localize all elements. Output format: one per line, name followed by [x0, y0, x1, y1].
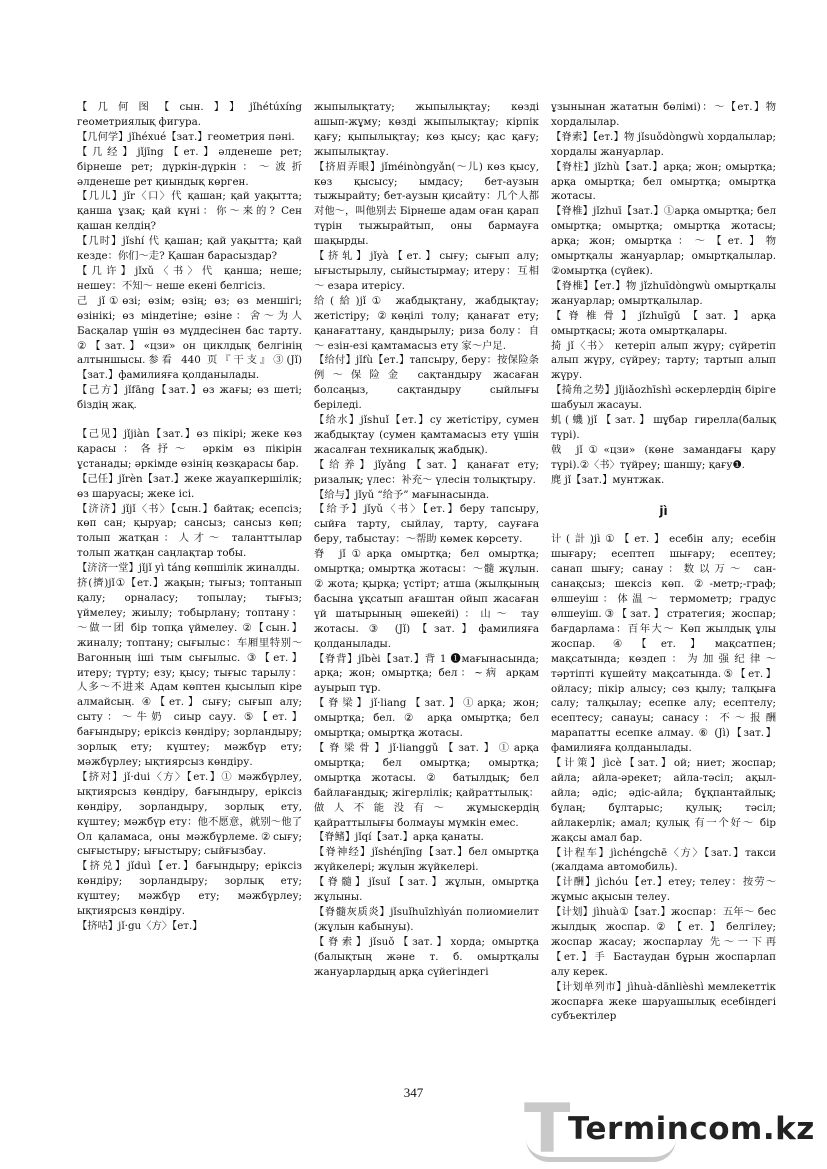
- dictionary-entry: 【几经】jǐjīng【ет.】әлденеше рет; бірнеше рет; дүркін-дүркін：～波折 әлденеше рет қиындық көрген.: [77, 145, 302, 188]
- dictionary-entry: 【几儿】jǐr〈口〉代 қашан; қай уақытта; қанша ұзақ; қай күні：你～来的? Сен қашан келдің?: [77, 190, 302, 233]
- dictionary-entry: 【脊神经】jǐshénjīng【зат.】бел омыртқа жүйкелері; жұлын жүйкелері.: [314, 846, 539, 874]
- dictionary-entry: 虮(蟣)jǐ【зат.】шұбар гирелла(балық түрі).: [551, 414, 776, 441]
- dictionary-entry: 脊 jǐ①арқа омыртқа; бел омыртқа; омыртқа; омыртқа жотасы：～髓 жұлын. ② жота; қырқа; үстірт; атша (жылқының басына ұқсатып ағаштан ойып жасаған үй шатырының әшекейі)：山～ тау жотасы. ③ (Jǐ)【зат.】фамилияға қолданылады.: [314, 548, 539, 650]
- dictionary-entry: 【给养】jǐyǎng【зат.】қанағат ету; ризалық; үлес：补充～ үлесін толықтыру.: [314, 458, 539, 486]
- dictionary-entry: 【脊索】【ет.】物 jǐsuǒdòngwù хордалылар; хордалы жануарлар.: [551, 130, 776, 158]
- dictionary-entry: 【挤轧】jǐyà【ет.】сығу; сығып алу; ығыстырылу, сыйыстырмау; итеру：互相～ езара итерісу.: [314, 250, 539, 292]
- dictionary-entry: 挤(擠)jǐ①【ет.】жақын; тығыз; топтанып қалу; орналасу; топылау; тығыз; үймелеу; жиылу; тобырлану; топтану：～做一团 бір топқа үймелеу. ②【сын.】жиналу; топтану; сығылыс：车厢里特别～ Вагонның іші тым сығылыс. ③【ет.】итеру; түрту; езу; қысу; тығыс тарылу：人多～不进来 Адам көптен қысылып кіре алмайсың. ④【ет.】сығу; сығып алу; сыту：～牛奶 сиыр сауу. ⑤【ет.】бағындыру; еріксіз көндіру; зорландыру; зорлық ету; күштеу; мәжбүр ету; мәжбүрлеу; ықтиярсыз көндіру.: [77, 577, 302, 768]
- dictionary-entry: 【脊椎骨】jǐzhuīgǔ【зат.】арқа омыртқасы; жота омыртқалары.: [551, 309, 776, 337]
- dictionary-entry: 【几时】jǐshí 代 қашан; қай уақытта; қай кезде：你们～走? Қашан барасыздар?: [77, 235, 302, 263]
- dictionary-entry: 【脊梁骨】jǐ·lianggǔ【зат.】①арқа омыртқа; бел омыртқа; омыртқа; омыртқа жотасы. ② батылдық; бел байлағандық; жігерлілік; қайраттылық：做人不能没有～ жұмыскердің қайраттылығы болмауы мүмкін емес.: [314, 741, 539, 829]
- dictionary-entry: 【脊髓】jǐsuǐ【зат.】жұлын, омыртқа жұлыны.: [314, 876, 539, 904]
- dictionary-entry: 【给付】jǐfù【ет.】тапсыру, беру：按保险条例～保险金 сақтандыру жасаған болсаңыз, сақтандыру сыйлығы беріледі.: [314, 354, 539, 412]
- dictionary-entry: 【脊椎】jǐzhuī【зат.】①арқа омыртқа; бел омыртқа; омыртқа; омыртқа жотасы; арқа; жон; омыртқа：～【ет.】物 омыртқалы жануарлар; омыртқалылар. ②омыртқа (сүйек).: [551, 205, 776, 277]
- dictionary-entry: 【计酬】jìchóu【ет.】етеу; телеу：按劳～ жұмыс ақысын телеу.: [551, 876, 776, 904]
- dictionary-entry: 【脊椎】【ет.】物 jǐzhuīdòngwù омыртқалы жануарлар; омыртқалылар.: [551, 279, 776, 307]
- page-number: 347: [403, 1085, 424, 1100]
- termincom-logo: [524, 1090, 815, 1169]
- dictionary-entry: 【挤兑】jǐduì【ет.】бағындыру; еріксіз көндіру; зорландыру; зорлық ету; күштеу; мәжбүр ету; мәжбүрлеу; ықтиярсыз көндіру.: [77, 860, 302, 918]
- dictionary-entry: 【计划】jìhuà①【зат.】жоспар：五年～ бес жылдық жоспар.②【ет.】белгілеу; жоспар жасау; жоспарлау 先～一下再【ет.】手 Бастаудан бұрын жоспарлап алу керек.: [551, 906, 776, 978]
- dictionary-entry: 【济济一堂】jǐjǐ yì táng көпшілік жиналды.: [77, 562, 300, 575]
- dictionary-entry: 麂 jǐ【зат.】мунтжак.: [551, 473, 665, 486]
- column-3: [551, 100, 776, 1024]
- dictionary-entry: ұзынынан жататын бөлімі)：～【ет.】物 хордалылар.: [551, 101, 776, 128]
- column-2: [314, 100, 539, 979]
- dictionary-entry: 【己任】jǐrèn【зат.】жеке жауапкершілік; өз шаруасы; жеке ісі.: [77, 472, 302, 500]
- column-1: [77, 100, 302, 934]
- dictionary-entry: 【脊索】jǐsuǒ【зат.】хорда; омыртқа (балықтың және т. б. омыртқалы жануарлардың арқа сүйегіндегі: [314, 935, 539, 978]
- dictionary-entry: 【己方】jǐfāng【зат.】өз жағы; өз шеті; біздің жақ.: [77, 384, 302, 412]
- dictionary-entry: 戟 jǐ①«цзи» (көне замандағы қару түрі).②〈书〉түйреу; шаншу; қағу❶.: [551, 443, 776, 471]
- dictionary-entry: 给(給)jǐ① жабдықтану, жабдықтау; жетістіру; ②көңілі толу; қанағат ету; қанағаттану, қандырылу; риза болу：自～ езін-езі қамтамасыз ету 家～户足.: [314, 294, 539, 352]
- dictionary-entry: 计(計)jì①【ет.】есебін алу; есебін шығару; есептеп шығару; есептеу; санап шығу; санау：数以万～ сан-санақсыз; шексіз көп. ②-метр;-граф; өлшеуіш：体温～ термометр; градус өлшеуіш.③【зат.】стратегия; жоспар; бағдарлама：百年大～ Көп жылдық ұлы жоспар. ④【ет.】мақсатпен; мақсатында; көздеп：为加强纪律～ тәртіпті күшейту мақсатында.⑤【ет.】ойласу; пікір алысу; сөз қылу; талқыға салу; талқылау; есепке алу; есептелу; есептесу; санауы; санасу：不～报酬 марапатты есепке алмау. ⑥ (Jì)【зат.】фамилияға қолданылады.: [551, 533, 776, 755]
- dictionary-entry: 【脊背】jǐbèi【зат.】背 1 ❶мағынасында; арқа; жон; омыртқа; бел：~病 арқам ауырып тұр.: [314, 652, 539, 695]
- dictionary-entry: 【计划单列市】jìhuà-dānlièshì мемлекеттік жоспарға жеке шаруашылық есебіндегі субъектілер: [551, 980, 776, 1023]
- logo-letter-mark: T: [524, 1090, 571, 1169]
- dictionary-entry: 【掎角之势】jǐjiǎozhīshì әскерлердің біріге шабуыл жасауы.: [551, 384, 776, 412]
- dictionary-entry: 【挤对】jǐ·dui〈方〉【ет.】① мәжбүрлеу, ықтиярсыз көндіру, бағындыру, еріксіз көндіру, зорландыру, зорлық ету, күштеу; мәжбүр ету：他不愿意，就别～他了 Ол қаламаса, оны мәжбүрлеме.②сығу; сығыстыру; ығыстыру; сыйғызбау.: [77, 770, 302, 858]
- dictionary-entry: 【己见】jǐjiàn【зат.】өз пікірі; жеке көз қарасы：各抒～ әркім өз пікірін ұстанады; әркімде өзінің көзқарасы бар.: [77, 428, 302, 470]
- dictionary-entry: 【给予】jǐyǔ〈书〉【ет.】беру тапсыру, сыйға тарту, сыйлау, тарту, сауғаға беру, табыстау：～帮助 көмек көрсету.: [314, 503, 539, 546]
- dictionary-entry: 【济济】jǐjǐ〈书〉【сын.】байтақ; есепсіз; көп сан; қыруар; сансыз; сансыз көп; толып жатқан：人才～ таланттылар толып жатқан саңлақтар тобы.: [77, 502, 302, 560]
- dictionary-entry: 【挤咕】jǐ·gu〈方〉【ет.】: [77, 919, 203, 932]
- logo-text: Termincom.kz: [568, 1111, 815, 1147]
- dictionary-entry: 【计策】jìcè【зат.】ой; ниет; жоспар; айла; айла-әрекет; айла-тәсіл; ақыл-айла; әдіс; әдіс-айла; бұқпантайлық; бұлаң; бұлтарыс; қулық; тәсіл; айлакерлік; амал; қулық 有一个好～ бір жақсы амал бар.: [551, 757, 776, 844]
- dictionary-entry: 【脊柱】jǐzhù【зат.】арқа; жон; омыртқа; арқа омыртқа; бел омыртқа; омыртқа жотасы.: [551, 160, 776, 203]
- dictionary-entry: 【给与】jǐyǔ “给予” мағынасында.: [314, 488, 490, 501]
- dictionary-entry: 【几许】jǐxǔ〈书〉代 қанша; неше; нешеу：不知～ неше екені белгісіз.: [77, 264, 302, 292]
- dictionary-entry: 【计程车】jìchéngchē〈方〉【зат.】такси (жалдама автомобиль).: [551, 846, 776, 874]
- section-heading: jì: [659, 503, 668, 518]
- dictionary-entry: 掎 jǐ〈书〉 кетеріп алып жүру; сүйретіп алып жүру, сүйреу; тарту; тартып алып жүру.: [551, 339, 776, 382]
- dictionary-entry: 【挤眉弄眼】jǐméinòngyǎn(～儿) көз қысу, көз қысысу; ымдасу; бет-аузын тыжырайту; бет-аузын қисайту：几个人都对他～，叫他别去 Бірнеше адам оған қарап түрін тыжырайтып, оны бармауға шақырды.: [314, 160, 539, 248]
- dictionary-entry: 【给水】jǐshuǐ【ет.】су жетістіру, сумен жабдықтау (сумен қамтамасыз ету үшін жасалған техникалық жабдық).: [314, 414, 539, 456]
- dictionary-entry: 【脊鳍】jǐqí【зат.】арқа қанаты.: [314, 831, 484, 844]
- dictionary-entry: 【脊梁】jǐ·liang【зат.】①арқа; жон; омыртқа; бел. ② арқа омыртқа; бел омыртқа; омыртқа жотасы.: [314, 697, 539, 740]
- dictionary-entry: 己 jǐ①өзі; өзім; өзің; өз; өз меншігі; өзінікі; өз міндетіне; өзіне：舍～为人 Басқалар үшін өз мүддесінен бас тарту. ②【зат.】«цзи» он циклдық белгінің алтыншысы.参看 440 页『干支』③(Jǐ)【зат.】фамилияға қолданылады.: [77, 294, 302, 382]
- dictionary-entry: 【几何学】jǐhéxué【зат.】геометрия пәні.: [77, 130, 295, 143]
- dictionary-entry: 【几何图【сын.】】jǐhétúxíng геометриялық фигура.: [77, 101, 302, 128]
- dictionary-entry: 【脊髓灰质炎】jǐsuǐhuīzhìyán полиомиелит (жұлын кабынуы).: [314, 905, 539, 933]
- blank-line: [77, 413, 302, 427]
- dictionary-entry: жыпылықтату; жыпылықтау; көзді ашып-жұму; көзді жыпылықтау; кірпік қағу; қыпылықтау; көз қысу; қас қағу; жыпылықтау.: [314, 101, 539, 158]
